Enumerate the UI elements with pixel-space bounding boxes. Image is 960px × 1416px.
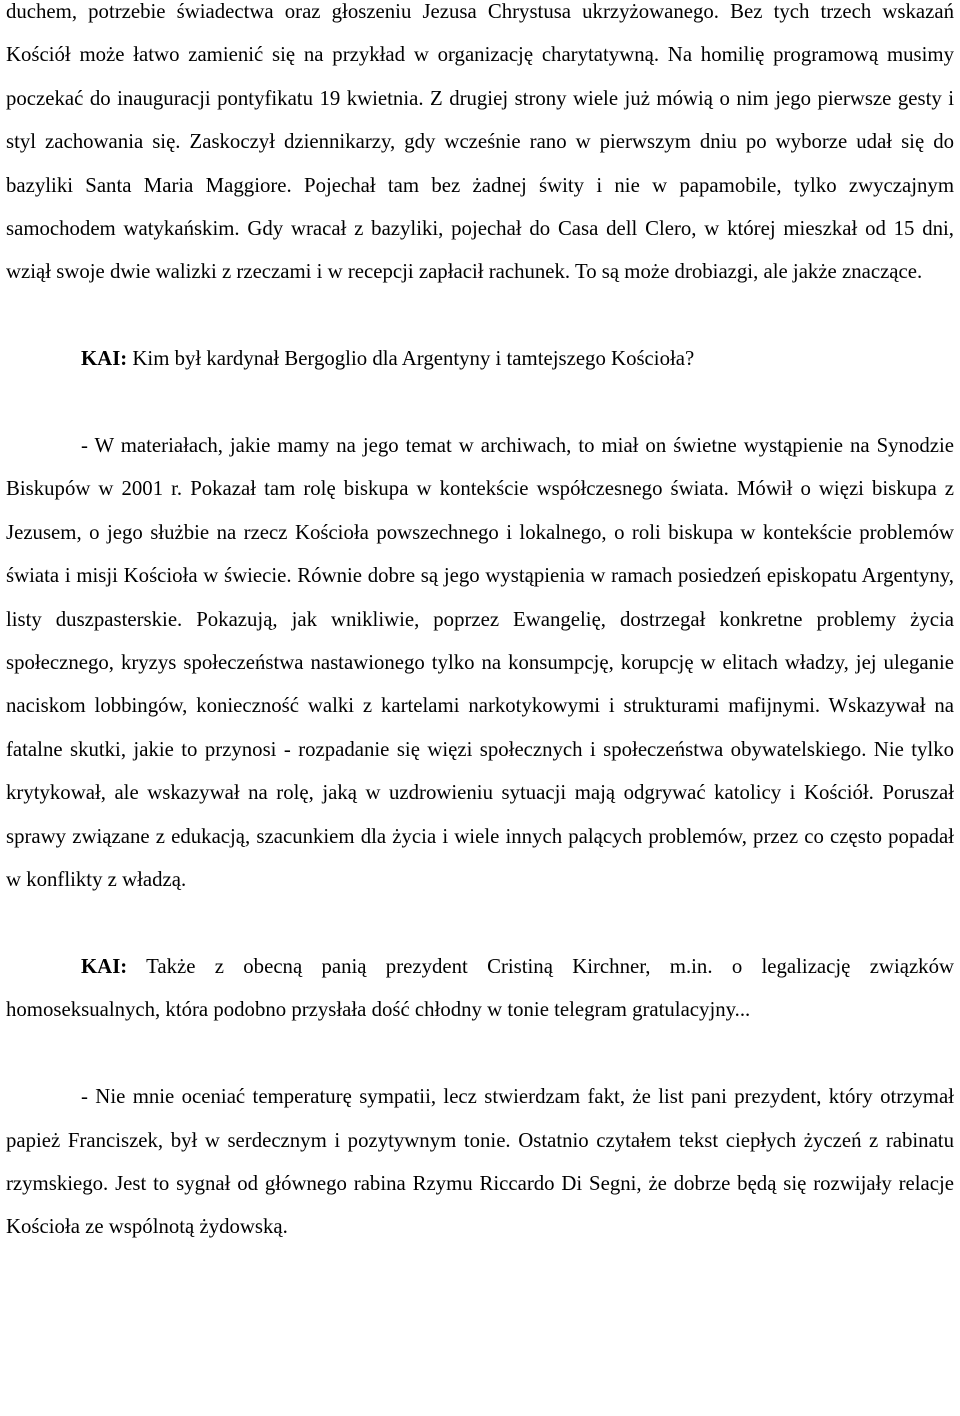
- question-text: Kim był kardynał Bergoglio dla Argentyny i tamtejszego Kościoła?: [127, 347, 695, 371]
- question-label: KAI:: [81, 347, 128, 371]
- interview-answer: - Nie mnie oceniać temperaturę sympatii, lecz stwierdzam fakt, że list pani prezydent, który otrzymał papież Franciszek, był w serdecznym i pozytywnym tonie. Ostatnio czytałem tekst ciepłych życzeń z rabinatu rzymskiego. Jest to sygnał od głównego rabina Rzymu Riccardo Di Segni, że dobrze będą się rozwijały relacje Kościoła ze wspólnotą żydowską.: [6, 1085, 954, 1239]
- question-text: Także z obecną panią prezydent Cristiną Kirchner, m.in. o legalizację związków homoseksualnych, która podobno przysłała dość chłodny w tonie telegram gratulacyjny...: [6, 954, 954, 1022]
- paragraph-spacer: [6, 1032, 954, 1075]
- interview-question: [6, 337, 954, 380]
- interview-question: [6, 945, 954, 1032]
- interview-answer: - W materiałach, jakie mamy na jego temat w archiwach, to miał on świetne wystąpienie na Synodzie Biskupów w 2001 r. Pokazał tam rolę biskupa w kontekście współczesnego świata. Mówił o więzi biskupa z Jezusem, o jego służbie na rzecz Kościoła powszechnego i lokalnego, o roli biskupa w kontekście problemów świata i misji Kościoła w świecie. Równie dobre są jego wystąpienia w ramach posiedzeń episkopatu Argentyny, listy duszpasterskie. Pokazują, jak wnikliwie, poprzez Ewangelię, dostrzegał konkretne problemy życia społecznego, kryzys społeczeństwa nastawionego tylko na konsumpcję, korupcję w elitach władzy, jej uleganie naciskom lobbingów, konieczność walki z kartelami narkotykowymi i strukturami mafijnymi. Wskazywał na fatalne skutki, jakie to przynosi - rozpadanie się więzi społecznych i społeczeństwa obywatelskiego. Nie tylko krytykował, ale wskazywał na rolę, jaką w uzdrowieniu sytuacji mają odgrywać katolicy i Kościół. Poruszał sprawy związane z edukacją, szacunkiem dla życia i wiele innych palących problemów, przez co często popadał w konflikty z władzą.: [6, 434, 954, 892]
- body-paragraph: duchem, potrzebie świadectwa oraz głoszeniu Jezusa Chrystusa ukrzyżowanego. Bez tych trzech wskazań Kościół może łatwo zamienić się na przykład w organizację charytatywną. Na homilię programową musimy poczekać do inauguracji pontyfikatu 19 kwietnia. Z drugiej strony wiele już mówią o nim jego pierwsze gesty i styl zachowania się. Zaskoczył dziennikarzy, gdy wcześnie rano w pierwszym dniu po wyborze udał się do bazyliki Santa Maria Maggiore. Pojechał tam bez żadnej świty i nie w papamobile, tylko zwyczajnym samochodem watykańskim. Gdy wracał z bazyliki, pojechał do Casa dell Clero, w której mieszkał od 15 dni, wziął swoje dwie walizki z rzeczami i w recepcji zapłacił rachunek. To są może drobiazgi, ale jakże znaczące.: [6, 0, 954, 284]
- paragraph-spacer: [6, 294, 954, 337]
- question-label: KAI:: [81, 954, 128, 978]
- paragraph-spacer: [6, 381, 954, 424]
- paragraph-spacer: [6, 902, 954, 945]
